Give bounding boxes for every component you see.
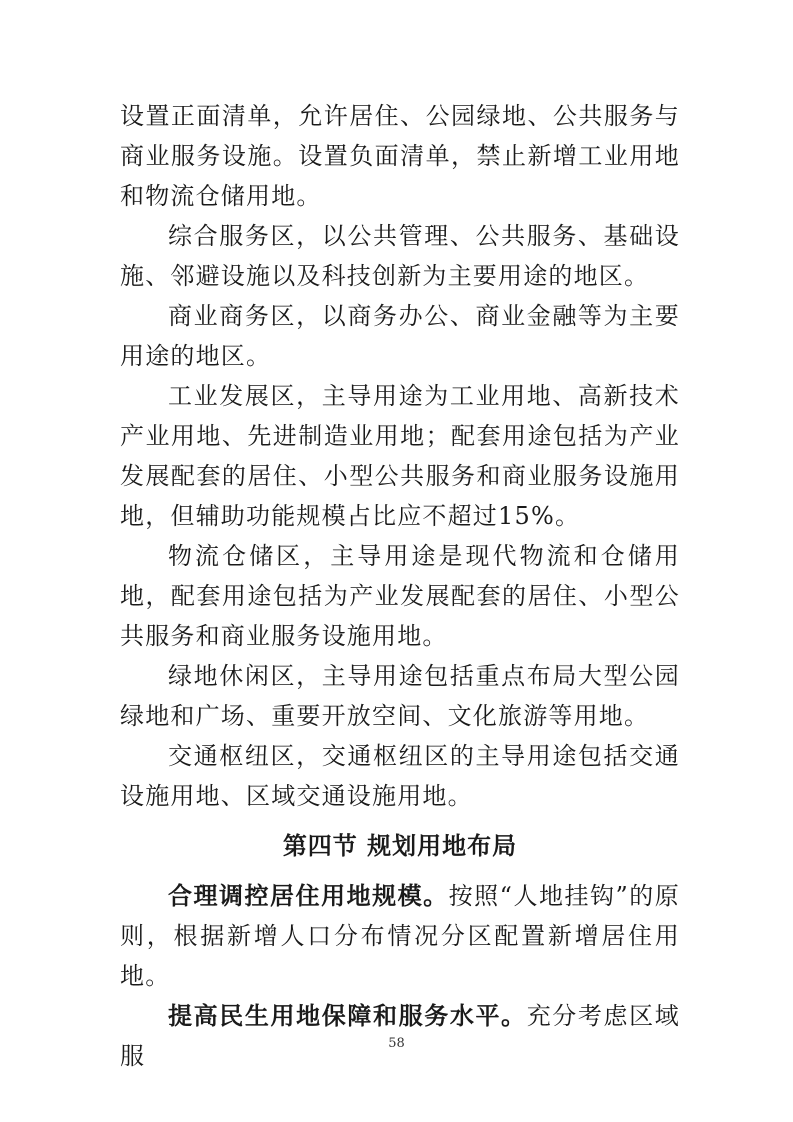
- section-title: 第四节 规划用地布局: [282, 832, 518, 860]
- paragraph-item-1: [120, 876, 680, 996]
- paragraph: 工业发展区，主导用途为工业用地、高新技术产业用地、先进制造业用地；配套用途包括为产业发展配套的居住、小型公共服务和商业服务设施用地，但辅助功能规模占比应不超过15%。: [120, 382, 680, 530]
- bold-lead: 提高民生用地保障和服务水平。: [168, 1002, 527, 1030]
- paragraph: 交通枢纽区，交通枢纽区的主导用途包括交通设施用地、区域交通设施用地。: [120, 742, 680, 810]
- paragraph-text: 按照“人地挂钩”的原则，根据新增人口分布情况分区配置新增居住用地。: [120, 882, 680, 990]
- bold-lead: 合理调控居住用地规模。: [168, 882, 449, 910]
- paragraph-text: 充分考虑区域服: [120, 1002, 680, 1070]
- paragraph: 综合服务区，以公共管理、公共服务、基础设施、邻避设施以及科技创新为主要用途的地区。: [120, 222, 680, 290]
- paragraph: 绿地休闲区，主导用途包括重点布局大型公园绿地和广场、重要开放空间、文化旅游等用地。: [120, 662, 680, 730]
- paragraph: 设置正面清单，允许居住、公园绿地、公共服务与商业服务设施。设置负面清单，禁止新增工业用地和物流仓储用地。: [120, 102, 680, 210]
- page-number: 58: [388, 1036, 405, 1051]
- paragraph: 商业商务区，以商务办公、商业金融等为主要用途的地区。: [120, 302, 680, 370]
- paragraph: 物流仓储区，主导用途是现代物流和仓储用地，配套用途包括为产业发展配套的居住、小型公共服务和商业服务设施用地。: [120, 542, 680, 650]
- body-text: [120, 96, 680, 1076]
